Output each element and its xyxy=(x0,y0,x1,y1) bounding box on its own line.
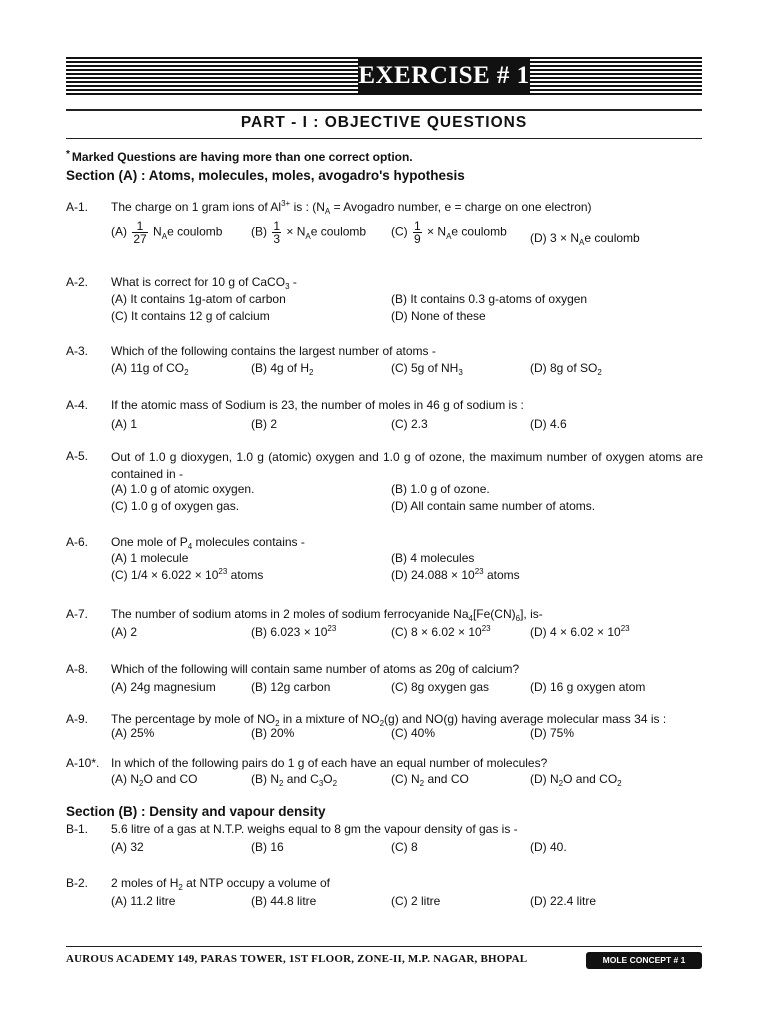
option-c[interactable]: (C) $\frac{1}{9}$ × $N_Ae$ coulomb xyxy=(391,219,507,246)
question-text: In which of the following pairs do 1 g of each have an equal number of molecules? xyxy=(111,756,548,770)
option-b[interactable]: (B) 4g of $H_2$ xyxy=(251,361,314,377)
option-c[interactable]: (C) 5g of $NH_3$ xyxy=(391,361,463,377)
question-text: The charge on 1 gram ions of $Al^{3+}$ is : ($N_A$ = Avogadro number, e = charge on one electron) xyxy=(111,199,592,216)
option-a[interactable]: (A) 11.2 litre xyxy=(111,894,176,908)
option-d[interactable]: (D) 16 g oxygen atom xyxy=(530,680,646,694)
question-text: Out of 1.0 g dioxygen, 1.0 g (atomic) oxygen and 1.0 g of ozone, the maximum number of oxygen atoms are contained in - xyxy=(111,450,703,481)
option-d[interactable]: (D) 40. xyxy=(530,840,567,854)
question-a1 xyxy=(66,200,706,262)
option-c[interactable]: (C) $8 \times 6.02 \times 10^{23}$ xyxy=(391,624,491,639)
option-c[interactable]: (C) 1.0 g of oxygen gas. xyxy=(111,499,240,513)
option-b[interactable]: (B) $6.023 \times 10^{23}$ xyxy=(251,624,337,639)
footer-rule xyxy=(66,946,702,947)
option-b[interactable]: (B) 4 molecules xyxy=(391,551,475,565)
option-d[interactable]: (D) 22.4 litre xyxy=(530,894,597,908)
option-d[interactable]: (D) 4.6 xyxy=(530,417,567,431)
option-a[interactable]: (A) 25% xyxy=(111,726,155,740)
question-text: If the atomic mass of Sodium is 23, the number of moles in 46 g of sodium is : xyxy=(111,398,524,412)
note: * Marked Questions are having more than one correct option. xyxy=(66,149,413,164)
option-b[interactable]: (B) 1.0 g of ozone. xyxy=(391,482,490,496)
option-a[interactable]: (A) $N_2O$ and CO xyxy=(111,772,198,788)
option-b[interactable]: (B) 44.8 litre xyxy=(251,894,317,908)
footer-badge: MOLE CONCEPT # 1 xyxy=(586,952,702,969)
question-a10 xyxy=(66,756,706,792)
question-b1 xyxy=(66,822,706,858)
section-b-title: Section (B) : Density and vapour density xyxy=(66,804,326,819)
option-b[interactable]: (B) 12g carbon xyxy=(251,680,331,694)
question-text: The number of sodium atoms in 2 moles of sodium ferrocyanide $Na_4[Fe(CN)_6]$, is- xyxy=(111,607,543,623)
option-c[interactable]: (C) $N_2$ and CO xyxy=(391,772,469,788)
question-number: A-4. xyxy=(66,398,89,412)
option-a[interactable]: (A) 2 xyxy=(111,625,138,639)
option-b[interactable]: (B) 16 xyxy=(251,840,284,854)
question-text: Which of the following contains the largest number of atoms - xyxy=(111,344,436,358)
option-c[interactable]: (C) $1/4 \times 6.022 \times 10^{23}$ atoms xyxy=(111,567,264,582)
question-number: A-5. xyxy=(66,449,89,463)
top-rule xyxy=(66,109,702,111)
question-a2 xyxy=(66,275,706,325)
exercise-title: EXERCISE # 1 xyxy=(358,62,530,89)
question-number: B-1. xyxy=(66,822,89,836)
option-d[interactable]: (D) 8g of $SO_2$ xyxy=(530,361,602,377)
part-title: PART - I : OBJECTIVE QUESTIONS xyxy=(240,114,528,131)
question-text: 2 moles of $H_2$ at NTP occupy a volume of xyxy=(111,876,330,892)
question-text: The percentage by mole of $NO_2$ in a mixture of $NO_2(g)$ and NO(g) having average molecular mass 34 is : xyxy=(111,712,667,728)
footer-address: AUROUS ACADEMY 149, PARAS TOWER, 1ST FLOOR, ZONE-II, M.P. NAGAR, BHOPAL xyxy=(66,953,528,965)
question-b2 xyxy=(66,876,706,912)
option-a[interactable]: (A) It contains 1g-atom of carbon xyxy=(111,292,286,306)
question-a8 xyxy=(66,662,706,698)
option-a[interactable]: (A) $\frac{1}{27}$ $N_Ae$ coulomb xyxy=(111,219,223,246)
option-d[interactable]: (D) $N_2O$ and $CO_2$ xyxy=(530,772,622,788)
question-text: Which of the following will contain same number of atoms as 20g of calcium? xyxy=(111,662,520,676)
question-text: One mole of $P_4$ molecules contains - xyxy=(111,535,305,551)
option-c[interactable]: (C) 2.3 xyxy=(391,417,428,431)
option-d[interactable]: (D) 75% xyxy=(530,726,575,740)
option-b[interactable]: (B) $N_2$ and $C_3O_2$ xyxy=(251,772,338,788)
question-a6 xyxy=(66,535,706,585)
question-a9 xyxy=(66,712,706,744)
option-c[interactable]: (C) 8g oxygen gas xyxy=(391,680,490,694)
question-number: A-6. xyxy=(66,535,89,549)
option-a[interactable]: (A) 32 xyxy=(111,840,144,854)
option-c[interactable]: (C) 8 xyxy=(391,840,418,854)
question-number: A-2. xyxy=(66,275,89,289)
part-rule xyxy=(66,138,702,139)
option-c[interactable]: (C) It contains 12 g of calcium xyxy=(111,309,270,323)
option-d[interactable]: (D) $24.088 \times 10^{23}$ atoms xyxy=(391,567,520,582)
option-a[interactable]: (A) 24g magnesium xyxy=(111,680,216,694)
option-d[interactable]: (D) None of these xyxy=(391,309,486,323)
question-number: A-8. xyxy=(66,662,89,676)
option-b[interactable]: (B) 2 xyxy=(251,417,278,431)
banner-title-box xyxy=(358,59,530,93)
question-number: A-3. xyxy=(66,344,89,358)
question-number: A-1. xyxy=(66,200,89,214)
option-b[interactable]: (B) It contains 0.3 g-atoms of oxygen xyxy=(391,292,588,306)
option-d[interactable]: (D) $4 \times 6.02 \times 10^{23}$ xyxy=(530,624,630,639)
section-a-title: Section (A) : Atoms, molecules, moles, avogadro's hypothesis xyxy=(66,168,465,183)
question-a4 xyxy=(66,398,706,434)
option-d[interactable]: (D) $3 \times N_Ae$ coulomb xyxy=(530,231,640,247)
exercise-banner xyxy=(66,57,702,95)
option-d[interactable]: (D) All contain same number of atoms. xyxy=(391,499,596,513)
option-a[interactable]: (A) 1.0 g of atomic oxygen. xyxy=(111,482,255,496)
option-a[interactable]: (A) 1 molecule xyxy=(111,551,189,565)
question-number: B-2. xyxy=(66,876,89,890)
option-b[interactable]: (B) $\frac{1}{3}$ × $N_Ae$ coulomb xyxy=(251,219,367,246)
option-a[interactable]: (A) 11g of $CO_2$ xyxy=(111,361,189,377)
option-a[interactable]: (A) 1 xyxy=(111,417,138,431)
option-c[interactable]: (C) 2 litre xyxy=(391,894,441,908)
option-c[interactable]: (C) 40% xyxy=(391,726,436,740)
question-a7 xyxy=(66,607,706,643)
option-b[interactable]: (B) 20% xyxy=(251,726,295,740)
question-text: What is correct for 10 g of CaCO$_3$ - xyxy=(111,275,297,291)
question-a5 xyxy=(66,449,706,517)
question-number: A-7. xyxy=(66,607,89,621)
question-number: A-10*. xyxy=(66,756,100,770)
question-number: A-9. xyxy=(66,712,89,726)
question-text: 5.6 litre of a gas at N.T.P. weighs equal to 8 gm the vapour density of gas is - xyxy=(111,822,518,836)
question-a3 xyxy=(66,344,706,380)
